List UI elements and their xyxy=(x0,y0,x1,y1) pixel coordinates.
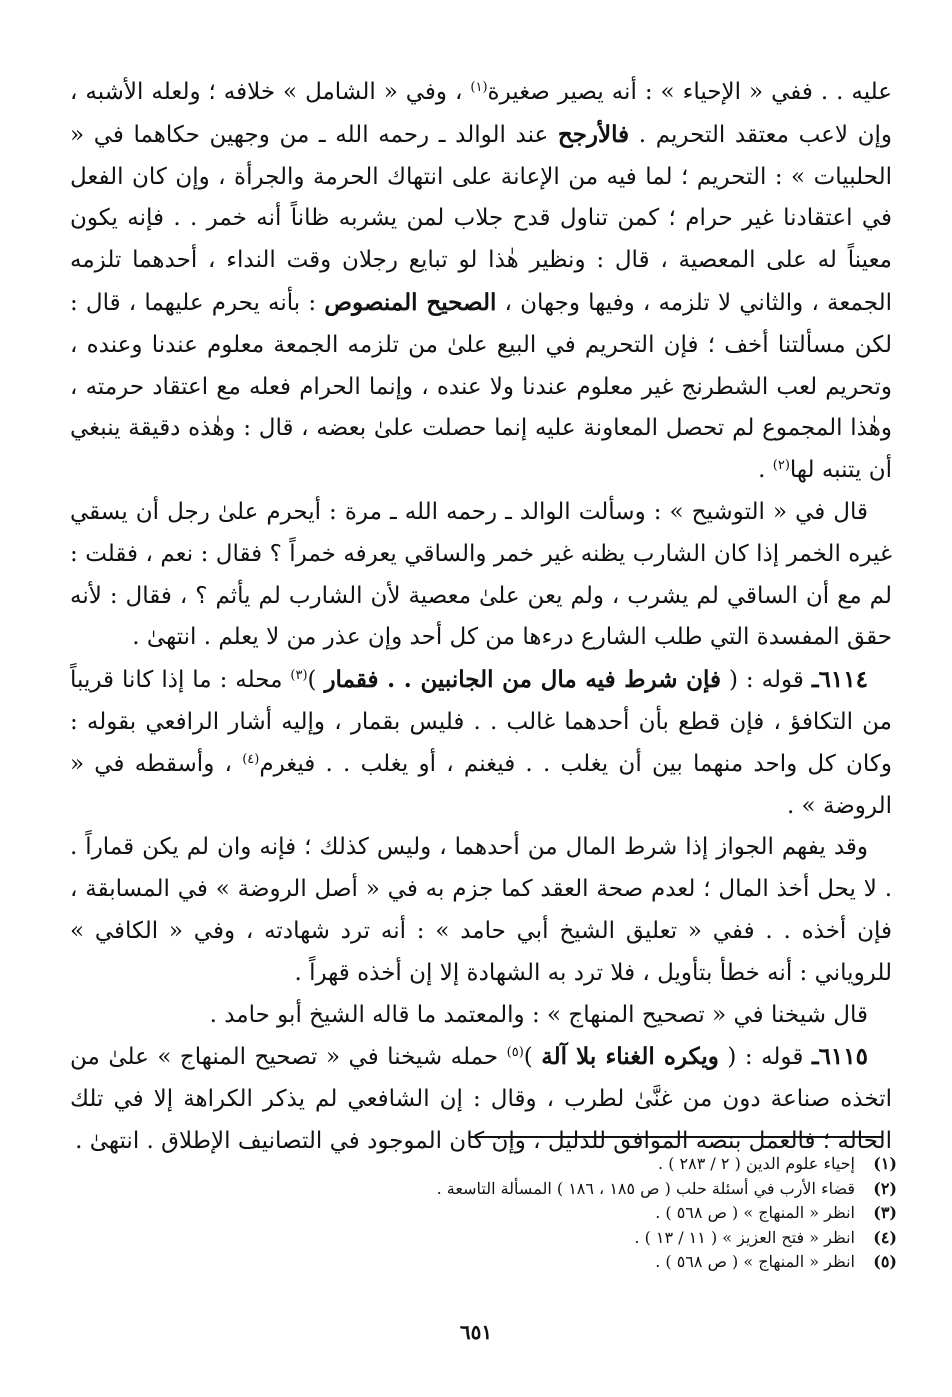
footnote-separator xyxy=(470,1136,882,1138)
footnote-text: إحياء علوم الدين ( ٢ / ٢٨٣ ) . xyxy=(658,1154,855,1173)
paragraph xyxy=(70,72,892,492)
footnote xyxy=(197,1250,897,1275)
footnote-text: انظر « المنهاج » ( ص ٥٦٨ ) . xyxy=(655,1203,855,1222)
bold-text: ٦١١٤ـ xyxy=(811,666,868,694)
text-segment: محله : ما إذا كانا قريباً من التكافؤ ، فإن قطع بأن أحدهما غالب . . فليس بقمار ، وإليه أشار الرافعي بقوله : وكان كل واحد منهما بين أن يغلب . . فيغنم ، أو يغلب . . فيغرم xyxy=(70,667,892,777)
text-segment: قال شيخنا في « تصحيح المنهاج » : والمعتمد ما قاله الشيخ أبو حامد . xyxy=(209,1001,868,1028)
page-content xyxy=(70,72,892,1163)
paragraph xyxy=(70,1036,892,1162)
footnote-number: (١) xyxy=(873,1154,897,1173)
footnote-number: (٥) xyxy=(873,1252,897,1271)
bold-text: ويكره الغناء بلا آلة xyxy=(541,1043,719,1071)
text-segment: : بأنه يحرم عليهما ، قال : لكن مسألتنا أخف ؛ فإن التحريم في البيع علىٰ من تلزمه الجمعة معلوم عندنا وعنده ، وتحريم لعب الشطرنج غير معلوم عندنا ولا عنده ، وإنما الحرام فعله مع اعتقاد حرمته ، وهٰذا المجموع لم تحصل المعاونة عليه إنما حصلت علىٰ بعضه ، قال : وهٰذه دقيقة ينبغي أن يتنبه لها xyxy=(70,289,892,484)
footnote-marker: (١) xyxy=(470,80,488,95)
page-number: ٦٥١ xyxy=(459,1320,493,1344)
footnotes xyxy=(197,1152,897,1275)
footnote xyxy=(197,1201,897,1226)
body-text xyxy=(70,72,892,1163)
footnote-marker: (٤) xyxy=(242,751,260,767)
footnote xyxy=(197,1152,897,1177)
text-segment: ، وأسقطه في « الروضة » . xyxy=(70,750,892,819)
footnote-text: قضاء الأرب في أسئلة حلب ( ص ١٨٥ ، ١٨٦ ) المسألة التاسعة . xyxy=(436,1178,855,1198)
footnote xyxy=(197,1177,897,1202)
bold-text: فالأرجح xyxy=(557,120,630,148)
footnote-marker: (٣) xyxy=(290,668,308,684)
text-segment: وقد يفهم الجواز إذا شرط المال من أحدهما ، وليس كذلك ؛ فإنه وان لم يكن قماراً . . لا يحل أخذ المال ؛ لعدم صحة العقد كما جزم به في « أصل الروضة » في المسابقة ، فإن أخذه . . ففي « تعليق الشيخ أبي حامد » : أنه ترد شهادته ، وفي « الكافي » للروياني : أنه خطأ بتأويل ، فلا ترد به الشهادة إلا إن أخذه قهراً . xyxy=(70,834,892,986)
text-segment: قال في « التوشيح » : وسألت الوالد ـ رحمه الله ـ مرة : أيحرم علىٰ رجل أن يسقي غيره الخمر إذا كان الشارب يظنه غير خمر والساقي يعرفه خمراً ؟ فقال : نعم ، فقلت : لم مع أن الساقي لم يشرب ، ولم يعن علىٰ معصية لأن الشارب لم يأثم ؟ ، فقال : لأنه حقق المفسدة التي طلب الشارع درءها من كل أحد وإن عذر من لا يعلم . انتهىٰ . xyxy=(70,498,892,651)
paragraph xyxy=(70,995,892,1037)
bold-text: فإن شرط فيه مال من الجانبين . . فقمار xyxy=(324,666,722,694)
text-segment: حمله شيخنا في « تصحيح المنهاج » علىٰ من اتخذه صناعة دون من غنَّىٰ لطرب ، وقال : إن الشافعي لم يذكر الكراهة إلا في تلك الحالة ؛ فالعمل بنصه الموافق للدليل ، وإن كان الموجود في التصانيف الإطلاق . انتهىٰ . xyxy=(70,1044,892,1154)
footnote-text: انظر « المنهاج » ( ص ٥٦٨ ) . xyxy=(655,1252,855,1271)
footnote-text: انظر « فتح العزيز » ( ١١ / ١٣ ) . xyxy=(634,1227,855,1247)
footnote-number: (٣) xyxy=(873,1203,897,1222)
text-segment: . xyxy=(758,457,773,484)
footnote-number: (٤) xyxy=(873,1227,897,1247)
text-segment: ) xyxy=(523,1044,542,1071)
text-segment: ) xyxy=(307,667,325,694)
paragraph xyxy=(70,659,892,827)
paragraph xyxy=(70,827,892,994)
bold-text: الصحيح المنصوص xyxy=(324,288,497,316)
text-segment: عند الوالد ـ رحمه الله ـ من وجهين حكاهما في « الحلبيات » : التحريم ؛ لما فيه من الإعانة على انتهاك الحرمة والجرأة ، وإن كان الفعل في اعتقادنا غير حرام ؛ كمن تناول قدح جلاب لمن يشربه ظاناً أنه خمر . . فإنه يكون معيناً له على المعصية ، قال : ونظير هٰذا لو تبايع رجلان وقت النداء ، أحدهما تلزمه الجمعة ، والثاني لا تلزمه ، وفيها وجهان ، xyxy=(70,121,892,316)
paragraph xyxy=(70,492,892,659)
footnote-marker: (٥) xyxy=(506,1045,524,1061)
text-segment: عليه . . ففي « الإحياء » : أنه يصير صغيرة xyxy=(487,79,892,105)
footnote-number: (٢) xyxy=(873,1178,897,1198)
footnote xyxy=(197,1226,897,1251)
footnote-marker: (٢) xyxy=(772,458,790,474)
text-segment: قوله : ( xyxy=(721,667,812,694)
text-segment: قوله : ( xyxy=(718,1044,812,1071)
text-segment: ، وفي « الشامل » خلافه ؛ ولعله الأشبه ، وإن لاعب معتقد التحريم . xyxy=(70,79,893,148)
bold-text: ٦١١٥ـ xyxy=(811,1043,868,1071)
